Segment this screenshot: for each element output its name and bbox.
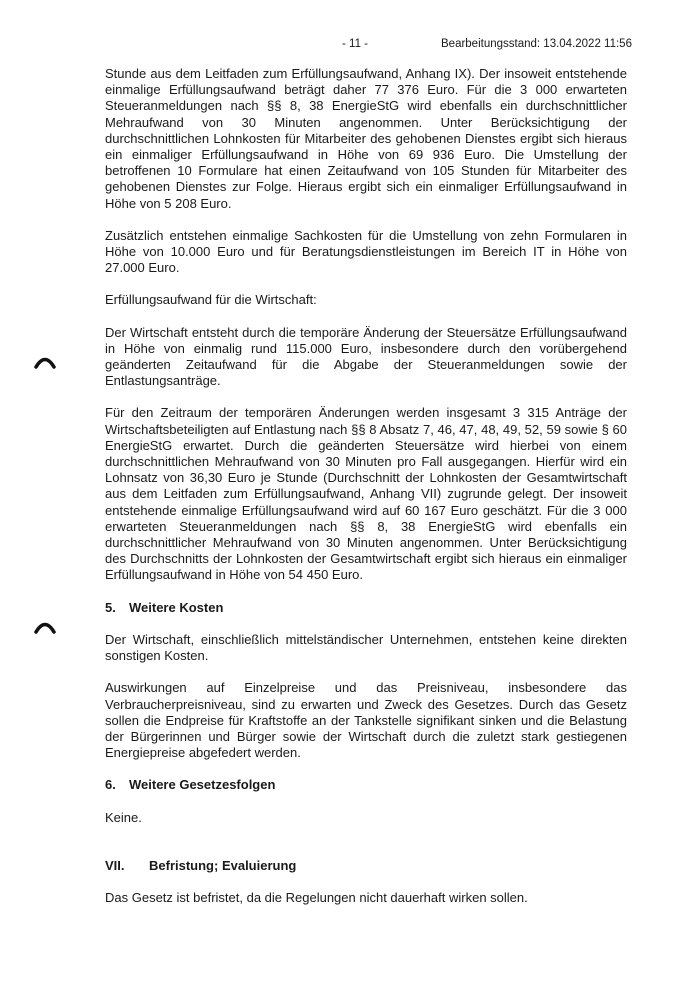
punch-hole-mark-icon: [34, 355, 56, 369]
paragraph: Keine.: [105, 809, 142, 825]
section-number: VII.: [105, 857, 125, 873]
paragraph: Der Wirtschaft, einschließlich mittelständischer Unternehmen, entstehen keine direkten sonstigen Kosten.: [105, 631, 627, 664]
section-number: 6.: [105, 777, 116, 793]
page-number: - 11 -: [342, 38, 368, 50]
section-number: 5.: [105, 599, 116, 615]
section-heading-vii: [105, 858, 627, 874]
page-header: [0, 38, 700, 56]
paragraph: Zusätzlich entstehen einmalige Sachkosten für die Umstellung von zehn Formularen in Höhe von 10.000 Euro und für Beratungsdienstleistungen im Bereich IT in Höhe von 27.000 Euro.: [105, 227, 627, 276]
punch-hole-mark-icon: [34, 620, 56, 634]
paragraph: Der Wirtschaft entsteht durch die temporäre Änderung der Steuersätze Erfüllungsaufwand in Höhe von einmalig rund 115.000 Euro, insbesondere durch den vorübergehend geänderten Zeitaufwand für die Abgabe der Steueranmeldungen sowie der Entlastungsanträge.: [105, 324, 627, 389]
paragraph: Das Gesetz ist befristet, da die Regelungen nicht dauerhaft wirken sollen.: [105, 889, 528, 905]
section-heading-5: [105, 600, 627, 616]
revision-status: Bearbeitungsstand: 13.04.2022 11:56: [441, 38, 632, 50]
paragraph: Erfüllungsaufwand für die Wirtschaft:: [105, 292, 317, 308]
section-title: Weitere Gesetzesfolgen: [129, 777, 276, 793]
paragraph: Auswirkungen auf Einzelpreise und das Preisniveau, insbesondere das Verbraucherpreisniveau, sind zu erwarten und Zweck des Gesetzes. Durch das Gesetz sollen die Endpreise für Kraftstoffe an der Tankstelle signifikant sinken und die Belastung der Bürgerinnen und Bürger sowie der Wirtschaft durch die zuletzt stark gestiegenen Energiepreise abgefedert werden.: [105, 680, 627, 761]
section-heading-6: [105, 777, 627, 793]
section-title: Befristung; Evaluierung: [149, 857, 297, 873]
paragraph: Für den Zeitraum der temporären Änderungen werden insgesamt 3 315 Anträge der Wirtschaftsbeteiligten auf Entlastung nach §§ 8 Absatz 7, 46, 47, 48, 49, 52, 59 sowie § 60 EnergieStG erwartet. Durch die geänderten Steuersätze wird hierbei von einem durchschnittlichen Mehraufwand von 30 Minuten pro Fall ausgegangen. Hierfür wird ein Lohnsatz von 36,30 Euro je Stunde (Durchschnitt der Lohnkosten der Gesamtwirtschaft aus dem Leitfaden zum Erfüllungsaufwand, Anhang VII) zugrunde gelegt. Der insoweit entstehende einmalige Erfüllungsaufwand wird auf 60 167 Euro geschätzt. Für die 3 000 erwarteten Steueranmeldungen nach §§ 8, 38 EnergieStG wird ebenfalls ein durchschnittlicher Mehraufwand von 30 Minuten angenommen. Unter Berücksichtigung des Durchschnitts der Lohnkosten der Gesamtwirtschaft ergibt sich hieraus ein einmaliger Erfüllungsaufwand in Höhe von 54 450 Euro.: [105, 405, 627, 583]
section-title: Weitere Kosten: [129, 599, 224, 615]
document-body: [105, 66, 627, 906]
paragraph: Stunde aus dem Leitfaden zum Erfüllungsaufwand, Anhang IX). Der insoweit entstehende einmalige Erfüllungsaufwand beträgt daher 77 376 Euro. Für die 3 000 erwarteten Steueranmeldungen nach §§ 8, 38 EnergieStG wird ebenfalls ein durchschnittlicher Mehraufwand von 30 Minuten angenommen. Unter Berücksichtigung der durchschnittlichen Lohnkosten für Mitarbeiter des gehobenen Dienstes ergibt sich hieraus ein einmaliger Erfüllungsaufwand in Höhe von 69 936 Euro. Die Umstellung der betroffenen 10 Formulare hat einen Zeitaufwand von 105 Stunden für Mitarbeiter des gehobenen Dienstes zur Folge. Hieraus ergibt sich ein einmaliger Erfüllungsaufwand in Höhe von 5 208 Euro.: [105, 66, 627, 211]
